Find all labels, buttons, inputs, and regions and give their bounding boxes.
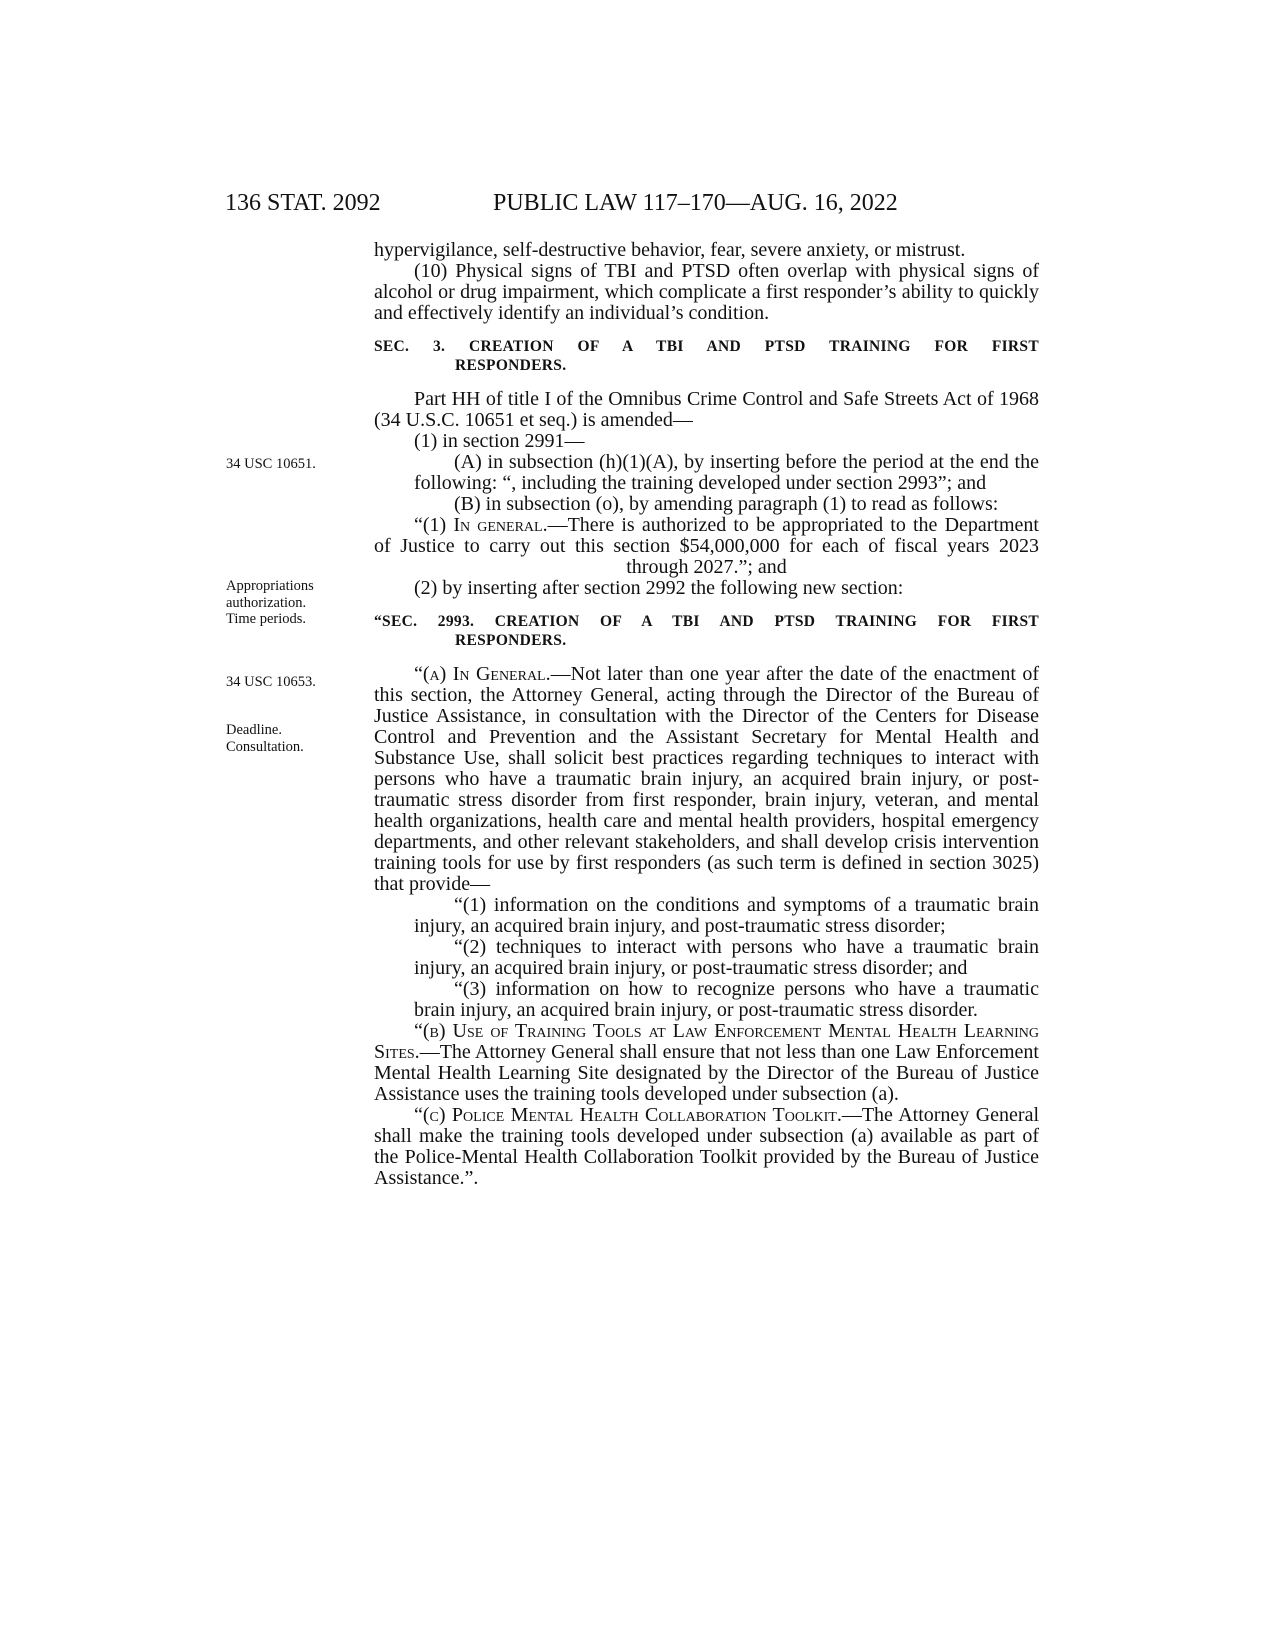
subsection-b: “(b) Use of Training Tools at Law Enforcement Mental Health Learning Sites.—The Attorney General shall ensure that not less than one Law Enforcement Mental Health Learning Site designated by the Director of the Bureau of Justice Assistance uses the training tools developed under subsection (a). xyxy=(374,1020,1039,1105)
in-general-heading: “(1) In general. xyxy=(414,514,548,536)
subsection-a-1: “(1) information on the conditions and symptoms of a traumatic brain injury, an acquired brain injury, and post-traumatic stress disorder; xyxy=(414,894,1039,937)
item-1: (1) in section 2991— xyxy=(414,430,585,452)
margin-note-usc-10651: 34 USC 10651. xyxy=(226,456,316,472)
quoted-paragraph-1: “(1) In general.—There is authorized to be appropriated to the Department of Justice to carry out this section $54,000,000 for each of fiscal years 2023 through 2027.”; and xyxy=(374,514,1039,578)
running-head: PUBLIC LAW 117–170—AUG. 16, 2022 xyxy=(493,190,898,216)
subsection-c: “(c) Police Mental Health Collaboration Toolkit.—The Attorney General shall make the training tools developed under subsection (a) available as part of the Police-Mental Health Collaboration Toolkit provided by the Bureau of Justice Assistance.”. xyxy=(374,1104,1039,1189)
subsection-b-heading: “(b) Use of Training Tools at Law Enforcement Mental Health Learning Sites. xyxy=(374,1020,1039,1063)
subsection-a-heading: “(a) In General. xyxy=(414,663,551,685)
main-text xyxy=(374,240,1039,1189)
item-2: (2) by inserting after section 2992 the following new section: xyxy=(414,577,904,599)
item-1a: (A) in subsection (h)(1)(A), by inserting before the period at the end the following: “, including the training developed under section 2993”; and xyxy=(414,451,1039,494)
margin-note-deadline: Deadline. Consultation. xyxy=(226,722,304,755)
margin-note-usc-10653: 34 USC 10653. xyxy=(226,674,316,690)
subsection-a-3: “(3) information on how to recognize persons who have a traumatic brain injury, an acquired brain injury, or post-traumatic stress disorder. xyxy=(414,978,1039,1021)
amendment-intro: Part HH of title I of the Omnibus Crime Control and Safe Streets Act of 1968 (34 U.S.C. 10651 et seq.) is amended— xyxy=(374,388,1039,431)
continuation-paragraph: hypervigilance, self-destructive behavior, fear, severe anxiety, or mistrust. xyxy=(374,239,966,261)
section-2993-heading: “SEC. 2993. CREATION OF A TBI AND PTSD TRAINING FOR FIRST RESPONDERS. xyxy=(374,613,1039,649)
item-1b: (B) in subsection (o), by amending paragraph (1) to read as follows: xyxy=(454,493,999,515)
page-reference: 136 STAT. 2092 xyxy=(225,190,381,216)
subsection-c-heading: “(c) Police Mental Health Collaboration Toolkit. xyxy=(414,1104,842,1126)
section-3-heading: SEC. 3. CREATION OF A TBI AND PTSD TRAINING FOR FIRST RESPONDERS. xyxy=(374,338,1039,374)
margin-note-appropriations: Appropriations authorization. Time periods. xyxy=(226,578,314,627)
paragraph-10: (10) Physical signs of TBI and PTSD often overlap with physical signs of alcohol or drug impairment, which complicate a first responder’s ability to quickly and effectively identify an individual’s condition. xyxy=(374,260,1039,324)
subsection-a-2: “(2) techniques to interact with persons who have a traumatic brain injury, an acquired brain injury, or post-traumatic stress disorder; and xyxy=(414,936,1039,979)
subsection-a: “(a) In General.—Not later than one year after the date of the enactment of this section, the Attorney General, acting through the Director of the Bureau of Justice Assistance, in consultation with the Director of the Centers for Disease Control and Prevention and the Assistant Secretary for Mental Health and Substance Use, shall solicit best practices regarding techniques to interact with persons who have a traumatic brain injury, an acquired brain injury, or post-traumatic stress disorder from first responder, brain injury, veteran, and mental health organizations, health care and mental health providers, hospital emergency departments, and other relevant stakeholders, and shall develop crisis intervention training tools for use by first responders (as such term is defined in section 3025) that provide— xyxy=(374,663,1039,895)
